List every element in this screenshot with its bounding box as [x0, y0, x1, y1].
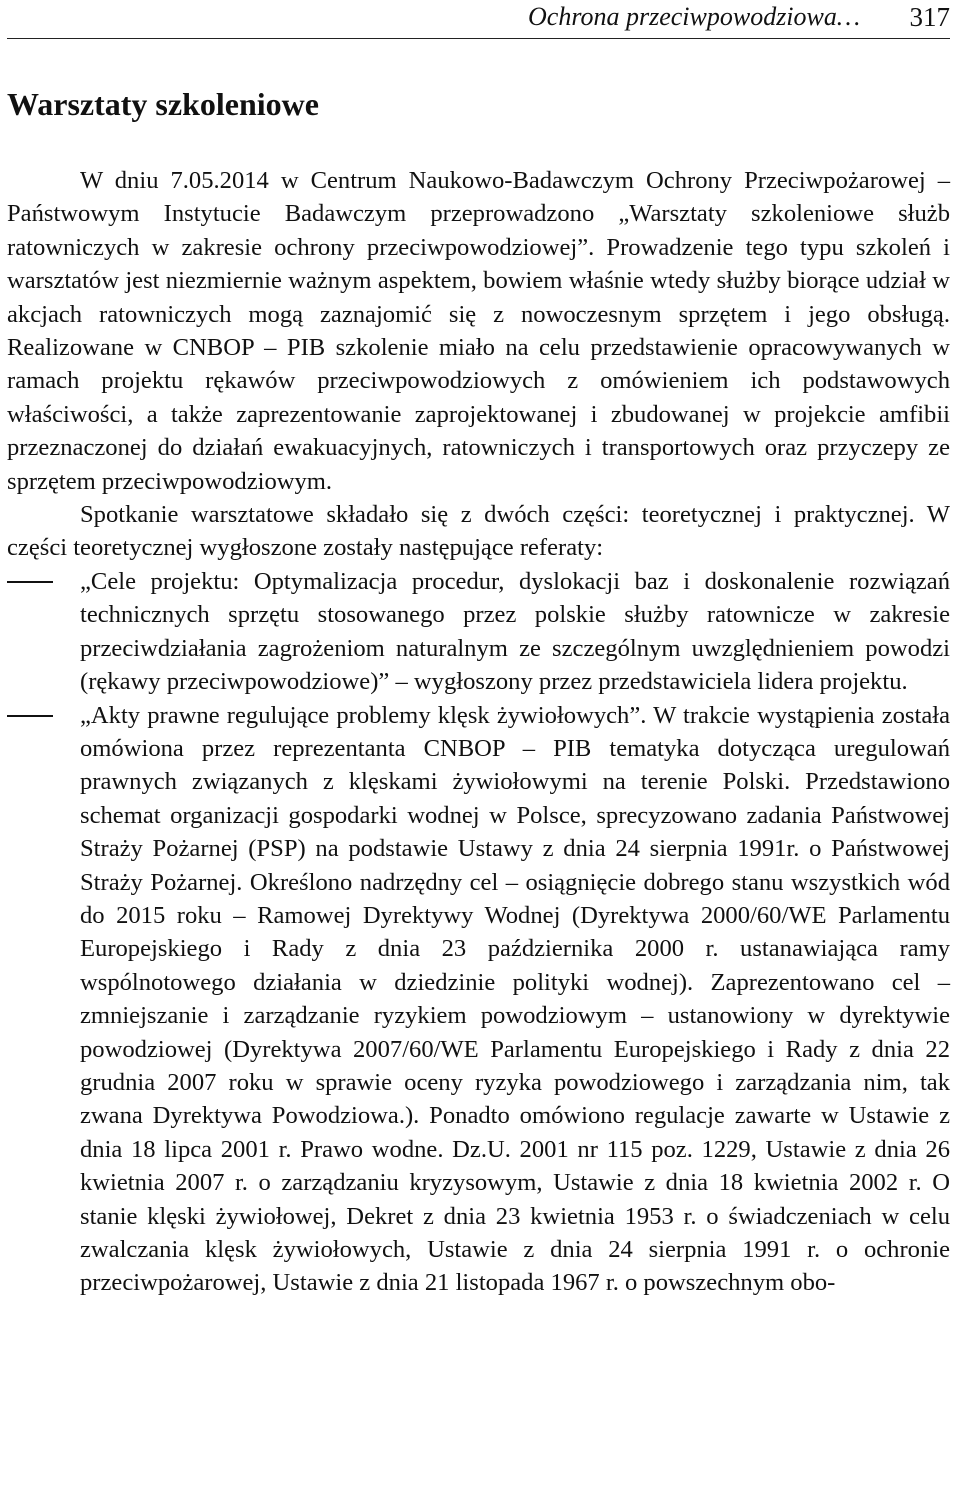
- list-item: [7, 699, 950, 1300]
- page-number: 317: [909, 2, 950, 32]
- section-title: Warsztaty szkoleniowe: [7, 86, 319, 122]
- running-header: [7, 0, 950, 39]
- paragraph-intro: W dniu 7.05.2014 w Centrum Naukowo-Badawczym Ochrony Przeciwpożarowej – Państwowym Instytucie Badawczym przeprowadzono „Warsztaty szkoleniowe służb ratowniczych w zakresie ochrony przeciwpowodziowej”. Prowadzenie tego typu szkoleń i warsztatów jest niezmiernie ważnym aspektem, bowiem właśnie wtedy służby biorące udział w akcjach ratowniczych mogą zaznajomić się z nowoczesnym sprzętem i jego obsługą. Realizowane w CNBOP – PIB szkolenie miało na celu przedstawienie opracowywanych w ramach projektu rękawów przeciwpowodziowych z omówieniem ich podstawowych właściwości, a także zaprezentowanie zaprojektowanej i zbudowanej w projekcie amfibii przeznaczonej do działań ewakuacyjnych, ratowniczych i transportowych oraz przyczepy ze sprzętem przeciwpowodziowym.: [7, 167, 950, 495]
- running-title: Ochrona przeciwpowodziowa…: [528, 2, 860, 31]
- list-item-text: „Cele projektu: Optymalizacja procedur, dyslokacji baz i doskonalenie rozwiązań technicznych sprzętu stosowanego przez polskie służby ratownicze w zakresie przeciwdziałania zagrożeniom naturalnym ze szczególnym uwzględnieniem powodzi (rękawy przeciwpowodziowe)” – wygłoszony przez przedstawiciela lidera projektu.: [80, 567, 950, 696]
- list-item: [7, 565, 950, 699]
- body-text: [7, 164, 950, 1300]
- paragraph-meeting: Spotkanie warsztatowe składało się z dwóch części: teoretycznej i praktycznej. W części teoretycznej wygłoszone zostały następujące referaty:: [7, 501, 950, 562]
- lecture-list: [7, 565, 950, 1300]
- list-item-text: „Akty prawne regulujące problemy klęsk żywiołowych”. W trakcie wystąpienia została omówiona przez reprezentanta CNBOP – PIB tematyka dotycząca uregulowań prawnych związanych z klęskami żywiołowymi na terenie Polski. Przedstawiono schemat organizacji gospodarki wodnej w Polsce, sprecyzowano zadania Państwowej Straży Pożarnej (PSP) na podstawie Ustawy z dnia 24 sierpnia 1991r. o Państwowej Straży Pożarnej. Określono nadrzędny cel – osiągnięcie dobrego stanu wszystkich wód do 2015 roku – Ramowej Dyrektywy Wodnej (Dyrektywa 2000/60/WE Parlamentu Europejskiego i Rady z dnia 23 października 2000 r. ustanawiająca ramy wspólnotowego działania w dziedzinie polityki wodnej). Zaprezentowano cel – zmniejszanie i zarządzanie ryzykiem powodziowym – ustanowiony w dyrektywie powodziowej (Dyrektywa 2007/60/WE Parlamentu Europejskiego i Rady z dnia 22 grudnia 2007 roku w sprawie oceny ryzyka powodziowego i zarządzania nim, tak zwana Dyrektywa Powodziowa.). Ponadto omówiono regulacje zawarte w Ustawie z dnia 18 lipca 2001 r. Prawo wodne. Dz.U. 2001 nr 115 poz. 1229, Ustawie z dnia 26 kwietnia 2007 r. o zarządzaniu kryzysowym, Ustawie z dnia 18 kwietnia 2002 r. O stanie klęski żywiołowej, Dekret z dnia 23 kwietnia 1953 r. o świadczeniach w celu zwalczania klęsk żywiołowych, Ustawie z dnia 24 sierpnia 1991 r. o ochronie przeciwpożarowej, Ustawie z dnia 21 listopada 1967 r. o powszechnym obo-: [80, 701, 950, 1297]
